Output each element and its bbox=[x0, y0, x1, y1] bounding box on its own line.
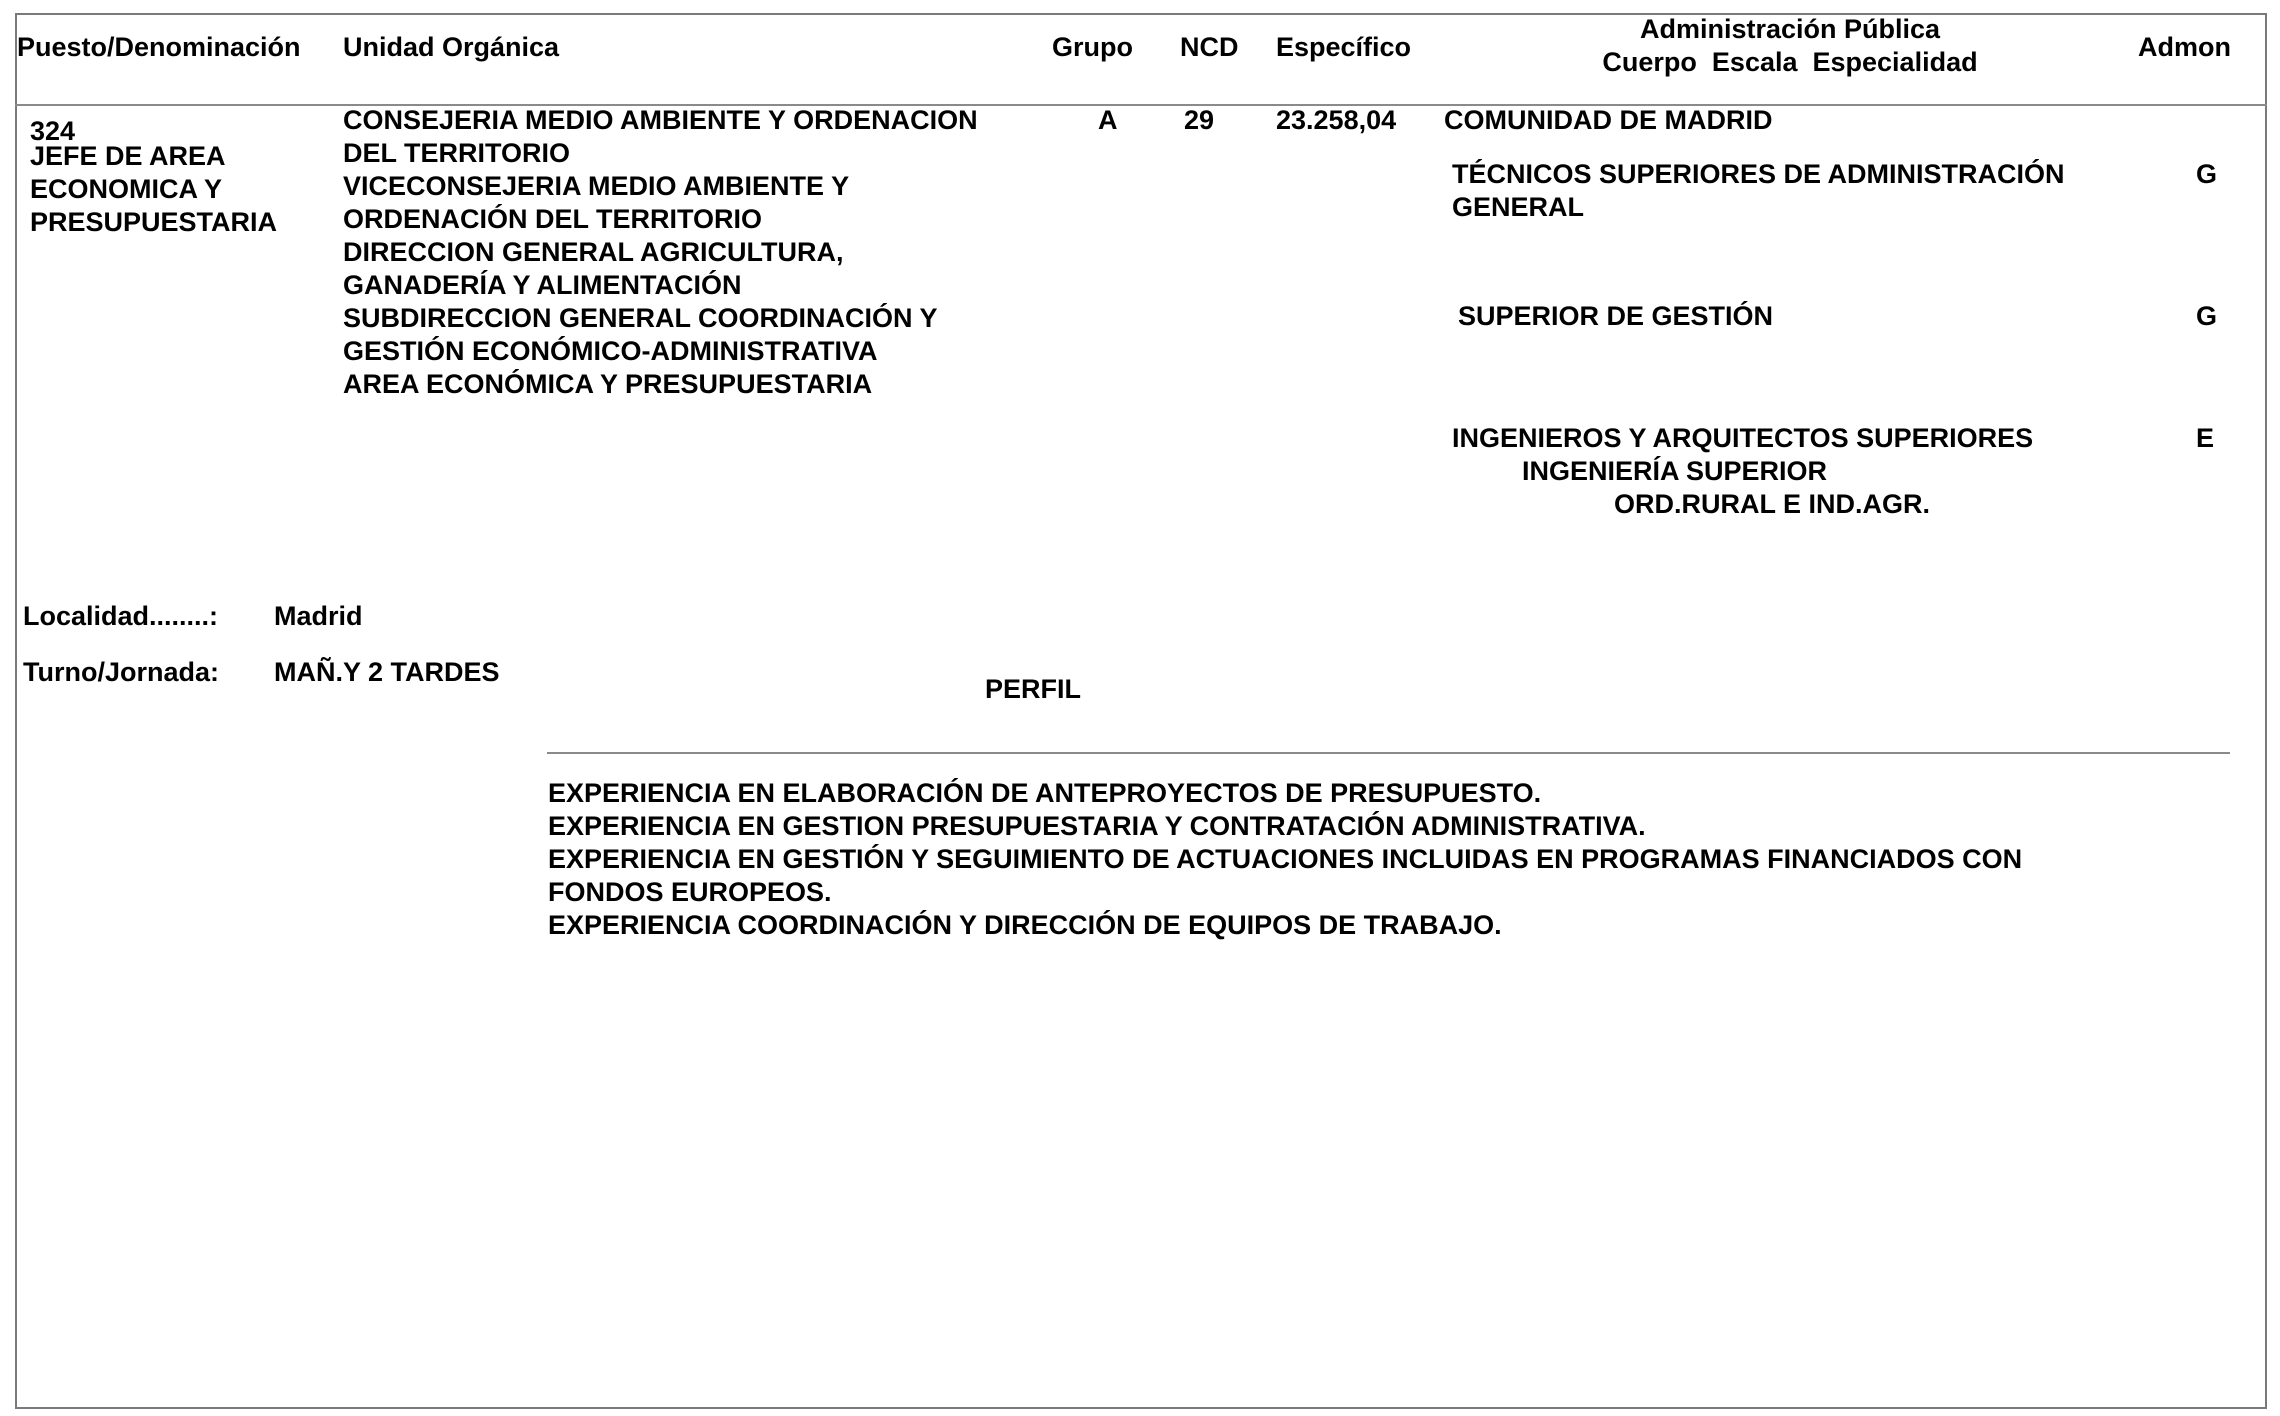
cuerpo-1 bbox=[1452, 158, 2065, 224]
denominacion-line: ECONOMICA Y bbox=[30, 174, 223, 204]
header-unidad: Unidad Orgánica bbox=[343, 32, 560, 62]
unidad-line: ORDENACIÓN DEL TERRITORIO bbox=[343, 204, 763, 234]
cuerpo-3-line-3: ORD.RURAL E IND.AGR. bbox=[1614, 489, 1931, 519]
record-denominacion bbox=[30, 140, 277, 239]
turno-label: Turno/Jornada: bbox=[23, 657, 220, 687]
perfil-title: PERFIL bbox=[985, 674, 1082, 704]
unidad-line: VICECONSEJERIA MEDIO AMBIENTE Y bbox=[343, 171, 850, 201]
turno-value: MAÑ.Y 2 TARDES bbox=[274, 657, 500, 687]
cuerpo-3-line-2: INGENIERÍA SUPERIOR bbox=[1522, 456, 1828, 486]
perfil-line: EXPERIENCIA COORDINACIÓN Y DIRECCIÓN DE EQUIPOS DE TRABAJO. bbox=[548, 910, 1502, 940]
cuerpo-line: GENERAL bbox=[1452, 192, 1585, 222]
denominacion-line: PRESUPUESTARIA bbox=[30, 207, 278, 237]
unidad-line: CONSEJERIA MEDIO AMBIENTE Y ORDENACION bbox=[343, 105, 978, 135]
cuerpo-3-admon: E bbox=[2196, 423, 2215, 453]
perfil-line: EXPERIENCIA EN ELABORACIÓN DE ANTEPROYECTOS DE PRESUPUESTO. bbox=[548, 778, 1542, 808]
header-puesto: Puesto/Denominación bbox=[17, 32, 301, 62]
record-ncd: 29 bbox=[1184, 105, 1215, 135]
perfil-line: EXPERIENCIA EN GESTION PRESUPUESTARIA Y CONTRATACIÓN ADMINISTRATIVA. bbox=[548, 811, 1646, 841]
perfil-lines bbox=[548, 777, 2022, 942]
header-admon: Admon bbox=[2138, 32, 2231, 62]
unidad-line: GANADERÍA Y ALIMENTACIÓN bbox=[343, 270, 742, 300]
header-admin-publica-line1: Administración Pública bbox=[1639, 14, 1941, 44]
perfil-line: FONDOS EUROPEOS. bbox=[548, 877, 832, 907]
record-unidad-organica bbox=[343, 104, 978, 401]
header-admin-publica-line2: Cuerpo Escala Especialidad bbox=[1602, 47, 1978, 77]
header-admin-publica bbox=[1540, 13, 2040, 79]
unidad-line: SUBDIRECCION GENERAL COORDINACIÓN Y bbox=[343, 303, 938, 333]
unidad-line: DEL TERRITORIO bbox=[343, 138, 571, 168]
cuerpo-1-admon: G bbox=[2196, 159, 2218, 189]
localidad-value: Madrid bbox=[274, 601, 363, 631]
denominacion-line: JEFE DE AREA bbox=[30, 141, 226, 171]
header-especifico: Específico bbox=[1276, 32, 1412, 62]
unidad-line: DIRECCION GENERAL AGRICULTURA, bbox=[343, 237, 844, 267]
record-especifico: 23.258,04 bbox=[1276, 105, 1397, 135]
cuerpo-2-admon: G bbox=[2196, 301, 2218, 331]
perfil-divider bbox=[547, 752, 2230, 754]
record-number: 324 bbox=[30, 116, 76, 146]
localidad-label: Localidad........: bbox=[23, 601, 219, 631]
record-grupo: A bbox=[1098, 105, 1118, 135]
unidad-line: AREA ECONÓMICA Y PRESUPUESTARIA bbox=[343, 369, 873, 399]
header-ncd: NCD bbox=[1180, 32, 1239, 62]
header-grupo: Grupo bbox=[1052, 32, 1133, 62]
cuerpo-line: TÉCNICOS SUPERIORES DE ADMINISTRACIÓN bbox=[1452, 159, 2065, 189]
cuerpo-2: SUPERIOR DE GESTIÓN bbox=[1458, 301, 1774, 331]
cuerpo-3-line-1: INGENIEROS Y ARQUITECTOS SUPERIORES bbox=[1452, 423, 2034, 453]
record-administracion: COMUNIDAD DE MADRID bbox=[1444, 105, 1773, 135]
unidad-line: GESTIÓN ECONÓMICO-ADMINISTRATIVA bbox=[343, 336, 878, 366]
perfil-line: EXPERIENCIA EN GESTIÓN Y SEGUIMIENTO DE ACTUACIONES INCLUIDAS EN PROGRAMAS FINANCIADOS CON bbox=[548, 844, 2023, 874]
